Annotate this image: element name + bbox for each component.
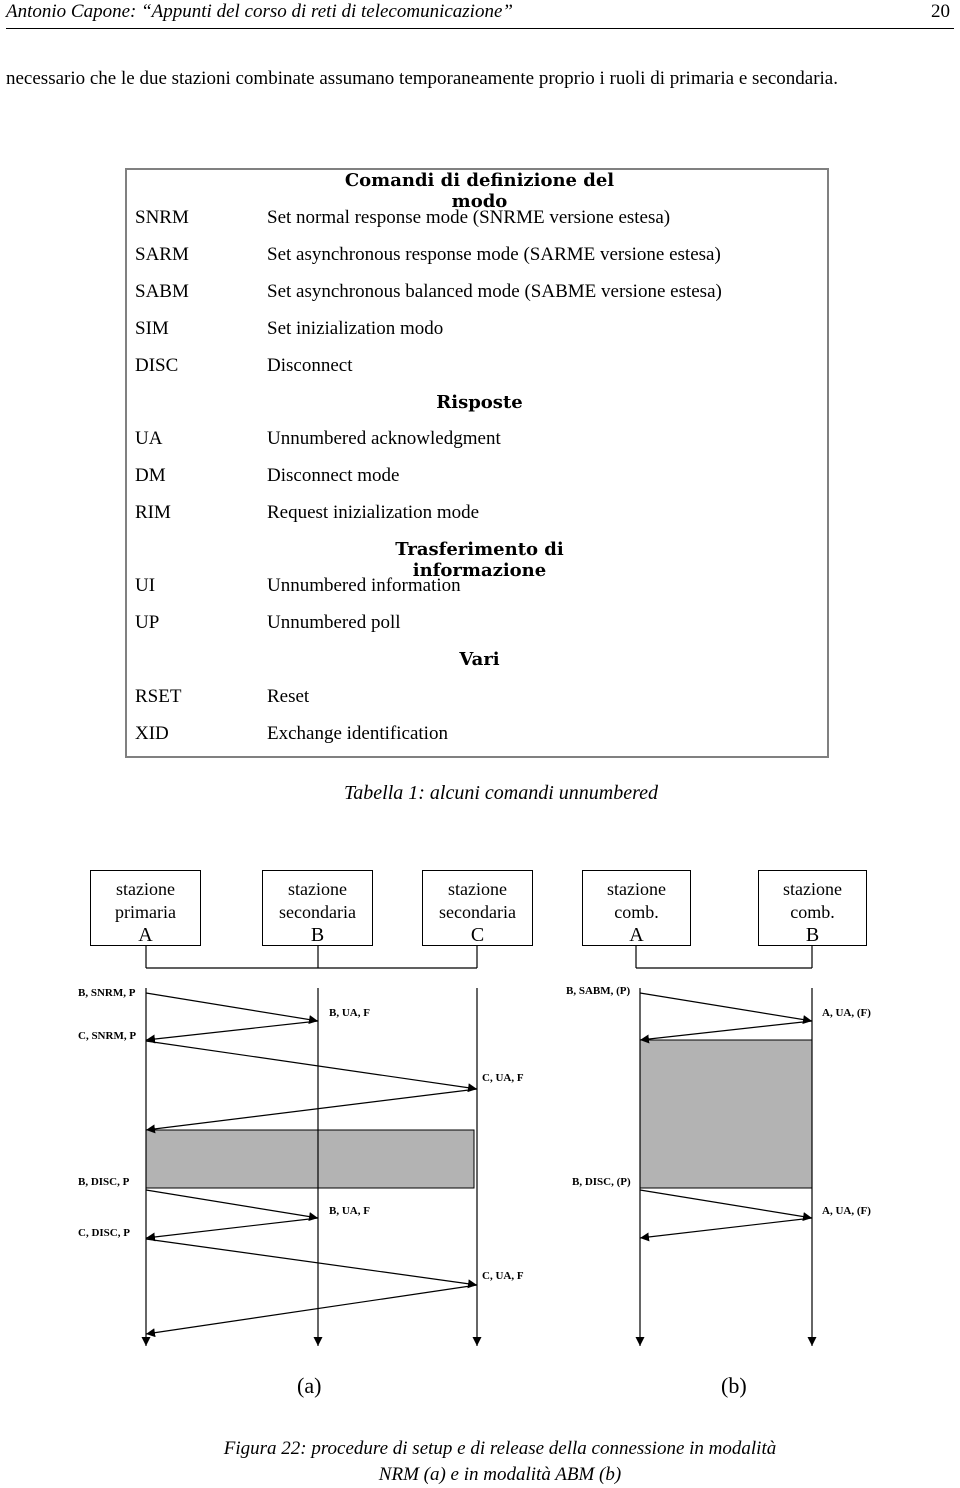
figure-caption-line2: NRM (a) e in modalità ABM (b) xyxy=(378,1464,622,1485)
page-header xyxy=(6,0,954,29)
data-transfer-region-nrm xyxy=(146,1130,474,1188)
message-label: C, DISC, P xyxy=(78,1227,130,1239)
table-row xyxy=(127,723,827,759)
station-box xyxy=(90,870,201,946)
table-row xyxy=(127,612,827,648)
unnumbered-commands-table xyxy=(125,168,829,758)
command-code: RSET xyxy=(135,686,182,707)
station-box xyxy=(262,870,373,946)
command-code: SNRM xyxy=(135,207,189,228)
figure-caption-line1: Figura 22: procedure di setup e di release della connessione in modalità xyxy=(223,1438,777,1459)
command-description: Set asynchronous response mode (SARME versione estesa) xyxy=(267,244,721,265)
command-description: Unnumbered information xyxy=(267,575,461,596)
table-row xyxy=(127,502,827,538)
station-box xyxy=(582,870,691,946)
message-label: C, UA, F xyxy=(482,1270,524,1282)
station-label: stazione xyxy=(448,879,507,899)
station-label: stazione xyxy=(288,879,347,899)
table-row xyxy=(127,244,827,280)
data-transfer-region-abm xyxy=(640,1040,812,1188)
station-role: comb. xyxy=(790,902,835,922)
command-code: DISC xyxy=(135,355,179,376)
station-label: stazione xyxy=(607,879,666,899)
command-description: Exchange identification xyxy=(267,723,448,744)
message-label: C, SNRM, P xyxy=(78,1030,137,1042)
command-description: Set inizialization modo xyxy=(267,318,444,339)
station-connectors xyxy=(146,946,812,968)
command-description: Disconnect xyxy=(267,355,353,376)
message-label: B, UA, F xyxy=(329,1007,370,1019)
command-code: UI xyxy=(135,575,156,596)
station-role: secondaria xyxy=(439,902,516,922)
message-label: B, DISC, (P) xyxy=(572,1176,631,1188)
command-description: Unnumbered poll xyxy=(267,612,401,633)
station-id: C xyxy=(470,924,485,946)
table-row xyxy=(127,318,827,354)
section-heading-risposte: Risposte xyxy=(436,392,523,413)
table-row xyxy=(127,686,827,722)
section-heading-vari: Vari xyxy=(459,649,500,670)
station-label: stazione xyxy=(783,879,842,899)
message-label: C, UA, F xyxy=(482,1072,524,1084)
station-role: primaria xyxy=(115,902,176,922)
sequence-diagram xyxy=(0,940,960,1360)
station-box xyxy=(758,870,867,946)
subfigure-label-a: (a) xyxy=(297,1373,322,1398)
command-code: SARM xyxy=(135,244,189,265)
command-code: DM xyxy=(135,465,166,486)
section-heading-trasferimento: Trasferimento di informazione xyxy=(395,539,564,581)
table-row xyxy=(127,575,827,611)
subfigure-label-b: (b) xyxy=(721,1373,747,1398)
table-row xyxy=(127,207,827,243)
section-heading-modo: Comandi di definizione del modo xyxy=(344,170,615,212)
table-row xyxy=(127,281,827,317)
table-row xyxy=(127,428,827,464)
command-code: SABM xyxy=(135,281,189,302)
command-description: Set normal response mode (SNRME versione estesa) xyxy=(267,207,671,228)
command-code: UP xyxy=(135,612,160,633)
station-id: A xyxy=(629,924,644,946)
figure-caption xyxy=(140,1436,860,1488)
message-label: B, DISC, P xyxy=(78,1176,130,1188)
command-code: RIM xyxy=(135,502,171,523)
table-row xyxy=(127,465,827,501)
station-role: secondaria xyxy=(279,902,356,922)
message-label: A, UA, (F) xyxy=(822,1205,871,1217)
command-code: XID xyxy=(135,723,169,744)
station-id: B xyxy=(310,924,325,946)
message-label: B, SABM, (P) xyxy=(566,985,631,997)
station-id: A xyxy=(138,924,153,946)
message-label: A, UA, (F) xyxy=(822,1007,871,1019)
table-row xyxy=(127,355,827,391)
table-caption: Tabella 1: alcuni comandi unnumbered xyxy=(343,782,659,804)
page-number: 20 xyxy=(931,1,950,22)
body-paragraph: necessario che le due stazioni combinate assumano temporaneamente proprio i ruoli di primaria e secondaria. xyxy=(6,68,838,89)
command-description: Unnumbered acknowledgment xyxy=(267,428,501,449)
header-title: Antonio Capone: “Appunti del corso di reti di telecomunicazione” xyxy=(6,1,513,22)
command-description: Disconnect mode xyxy=(267,465,400,486)
command-description: Reset xyxy=(267,686,310,707)
command-description: Request inizialization mode xyxy=(267,502,480,523)
command-description: Set asynchronous balanced mode (SABME versione estesa) xyxy=(267,281,722,302)
station-box xyxy=(422,870,533,946)
message-label: B, UA, F xyxy=(329,1205,370,1217)
command-code: UA xyxy=(135,428,163,449)
station-role: comb. xyxy=(614,902,659,922)
station-label: stazione xyxy=(116,879,175,899)
message-label: B, SNRM, P xyxy=(78,987,136,999)
station-id: B xyxy=(805,924,820,946)
command-code: SIM xyxy=(135,318,169,339)
